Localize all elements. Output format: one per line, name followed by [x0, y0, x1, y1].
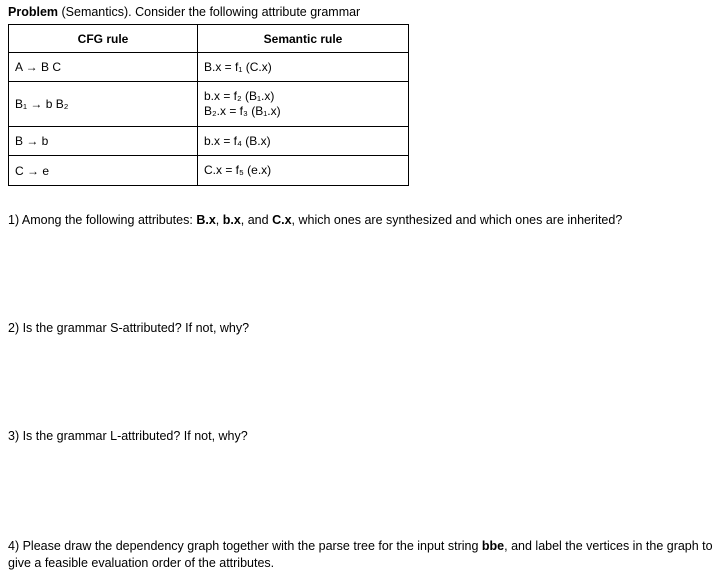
semantic-rule-line: B.x = f₁ (C.x) — [204, 59, 272, 74]
semantic-rule-line: b.x = f₄ (B.x) — [204, 133, 271, 148]
table-row — [9, 127, 409, 156]
question-3: 3) Is the grammar L-attributed? If not, why? — [8, 429, 248, 443]
problem-description: (Semantics). Consider the following attribute grammar — [58, 5, 361, 19]
table-header-row — [9, 25, 409, 53]
attribute-B-x: B.x — [196, 213, 216, 227]
semantic-rule-cell — [198, 127, 409, 156]
question-4-prefix: 4) Please draw the dependency graph together with the parse tree for the input string — [8, 539, 482, 553]
table-row — [9, 82, 409, 127]
semantic-rule-cell — [198, 156, 409, 186]
question-4-suffix: , and label the vertices in the graph to give a feasible evaluation order of the attributes. — [8, 539, 713, 570]
attribute-grammar-table — [8, 24, 409, 186]
cfg-rule-header: CFG rule — [9, 25, 198, 53]
problem-label: Problem — [8, 5, 59, 19]
semantic-rule-header: Semantic rule — [198, 25, 409, 53]
table-row — [9, 53, 409, 82]
question-1-prefix: 1) Among the following attributes: — [8, 213, 197, 227]
cfg-rule-cell: C → e — [9, 156, 198, 186]
semantic-rule-line: C.x = f₅ (e.x) — [204, 163, 272, 177]
semantic-rule-line: b.x = f₂ (B₁.x) — [204, 89, 275, 103]
semantic-rule-cell — [198, 82, 409, 127]
cfg-rule-cell: B₁ → b B₂ — [9, 82, 198, 127]
question-1-separator: , and — [240, 213, 273, 227]
attribute-b-x: b.x — [222, 213, 241, 227]
problem-heading — [8, 5, 360, 19]
semantic-rule-cell — [198, 53, 409, 82]
cfg-rule-cell: A → B C — [9, 53, 198, 82]
question-1-suffix: , which ones are synthesized and which ones are inherited? — [291, 213, 623, 227]
cfg-rule-cell: B → b — [9, 127, 198, 156]
table-row — [9, 156, 409, 186]
question-4 — [8, 538, 713, 572]
attribute-C-x: C.x — [272, 213, 292, 227]
question-1 — [8, 213, 622, 227]
question-1-separator: , — [215, 213, 223, 227]
semantic-rule-line: B₂.x = f₃ (B₁.x) — [204, 104, 281, 118]
question-2: 2) Is the grammar S-attributed? If not, why? — [8, 321, 250, 335]
input-string: bbe — [481, 539, 505, 553]
